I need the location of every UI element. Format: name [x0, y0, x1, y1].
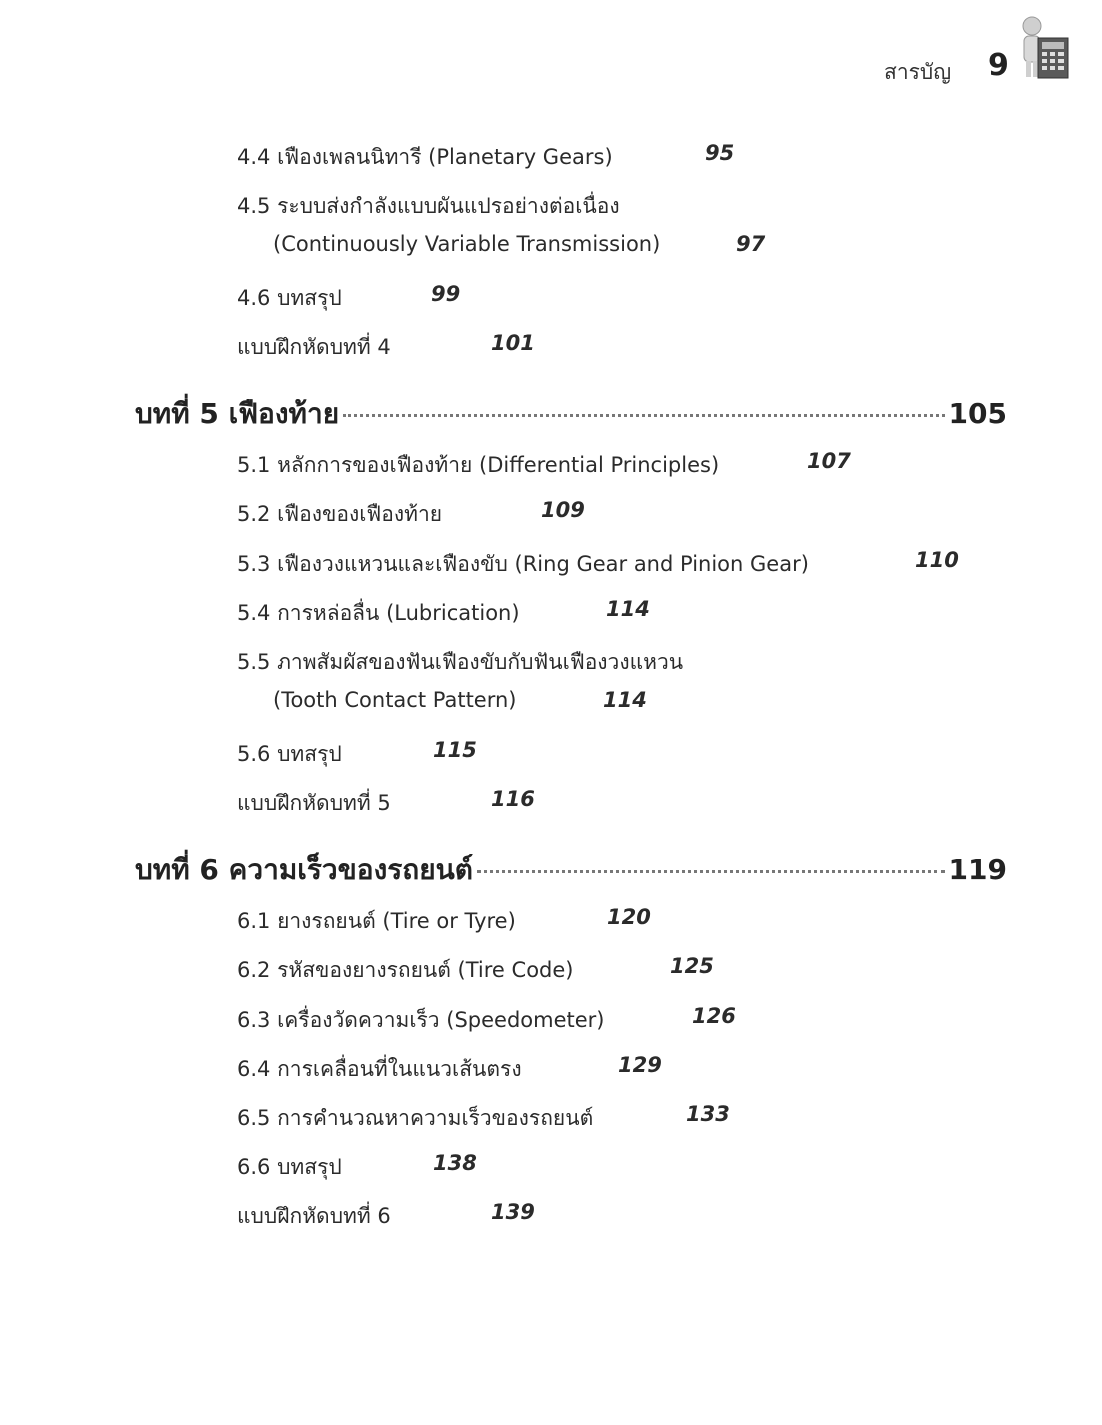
- toc-page-5-4: 114: [606, 597, 650, 621]
- toc-chapter-5[interactable]: [135, 392, 1007, 432]
- toc-entry-exercise-5[interactable]: แบบฝึกหัดบทที่ 5: [237, 791, 391, 815]
- toc-page-6-2: 125: [670, 954, 714, 978]
- toc-page-5-5: 114: [603, 688, 647, 712]
- chapter-5-title: บทที่ 5 เฟืองท้าย: [135, 397, 340, 430]
- toc-page-5-6: 115: [433, 738, 477, 762]
- toc-page-4-6: 99: [431, 282, 461, 306]
- toc-page-4-4: 95: [705, 141, 735, 165]
- toc-entry-5-5-en[interactable]: (Tooth Contact Pattern): [273, 688, 517, 712]
- chapter-6-title: บทที่ 6 ความเร็วของรถยนต์: [135, 853, 473, 886]
- toc-page-4-5: 97: [736, 232, 766, 256]
- person-with-calculator-icon: [1016, 16, 1072, 80]
- toc-page-exercise-6: 139: [491, 1200, 535, 1224]
- toc-entry-4-4[interactable]: 4.4 เฟืองเพลนนิทารี (Planetary Gears): [237, 145, 613, 169]
- chapter-5-leader-dots: [343, 414, 944, 417]
- toc-page-6-4: 129: [618, 1053, 662, 1077]
- toc-entry-4-6[interactable]: 4.6 บทสรุป: [237, 286, 342, 310]
- toc-page-6-6: 138: [433, 1151, 477, 1175]
- toc-entry-5-3[interactable]: 5.3 เฟืองวงแหวนและเฟืองขับ (Ring Gear and Pinion Gear): [237, 552, 809, 576]
- page-number: 9: [988, 48, 1009, 83]
- toc-entry-6-5[interactable]: 6.5 การคำนวณหาความเร็วของรถยนต์: [237, 1106, 594, 1130]
- toc-entry-6-6[interactable]: 6.6 บทสรุป: [237, 1155, 342, 1179]
- toc-page-6-3: 126: [692, 1004, 736, 1028]
- toc-page-5-1: 107: [807, 449, 851, 473]
- toc-entry-5-4[interactable]: 5.4 การหล่อลื่น (Lubrication): [237, 601, 520, 625]
- toc-entry-5-6[interactable]: 5.6 บทสรุป: [237, 742, 342, 766]
- toc-page-6-5: 133: [686, 1102, 730, 1126]
- running-header-title: สารบัญ: [884, 60, 952, 84]
- toc-entry-5-1[interactable]: 5.1 หลักการของเฟืองท้าย (Differential Principles): [237, 453, 720, 477]
- toc-chapter-6[interactable]: [135, 848, 1007, 888]
- toc-entry-6-3[interactable]: 6.3 เครื่องวัดความเร็ว (Speedometer): [237, 1008, 605, 1032]
- toc-page-5-3: 110: [915, 548, 959, 572]
- toc-page-5-2: 109: [541, 498, 585, 522]
- toc-entry-4-5-en[interactable]: (Continuously Variable Transmission): [273, 232, 661, 256]
- toc-entry-6-1[interactable]: 6.1 ยางรถยนต์ (Tire or Tyre): [237, 909, 516, 933]
- toc-entry-5-5[interactable]: 5.5 ภาพสัมผัสของฟันเฟืองขับกับฟันเฟืองวงแหวน: [237, 650, 684, 674]
- chapter-6-leader-dots: [477, 870, 945, 873]
- toc-entry-6-2[interactable]: 6.2 รหัสของยางรถยนต์ (Tire Code): [237, 958, 574, 982]
- toc-entry-6-4[interactable]: 6.4 การเคลื่อนที่ในแนวเส้นตรง: [237, 1057, 522, 1081]
- toc-entry-exercise-4[interactable]: แบบฝึกหัดบทที่ 4: [237, 335, 391, 359]
- toc-entry-exercise-6[interactable]: แบบฝึกหัดบทที่ 6: [237, 1204, 391, 1228]
- toc-entry-4-5[interactable]: 4.5 ระบบส่งกำลังแบบผันแปรอย่างต่อเนื่อง: [237, 194, 620, 218]
- toc-page-exercise-5: 116: [491, 787, 535, 811]
- toc-page-6-1: 120: [607, 905, 651, 929]
- toc-entry-5-2[interactable]: 5.2 เฟืองของเฟืองท้าย: [237, 502, 443, 526]
- toc-page-exercise-4: 101: [491, 331, 535, 355]
- chapter-6-page: 119: [948, 853, 1007, 886]
- chapter-5-page: 105: [948, 397, 1007, 430]
